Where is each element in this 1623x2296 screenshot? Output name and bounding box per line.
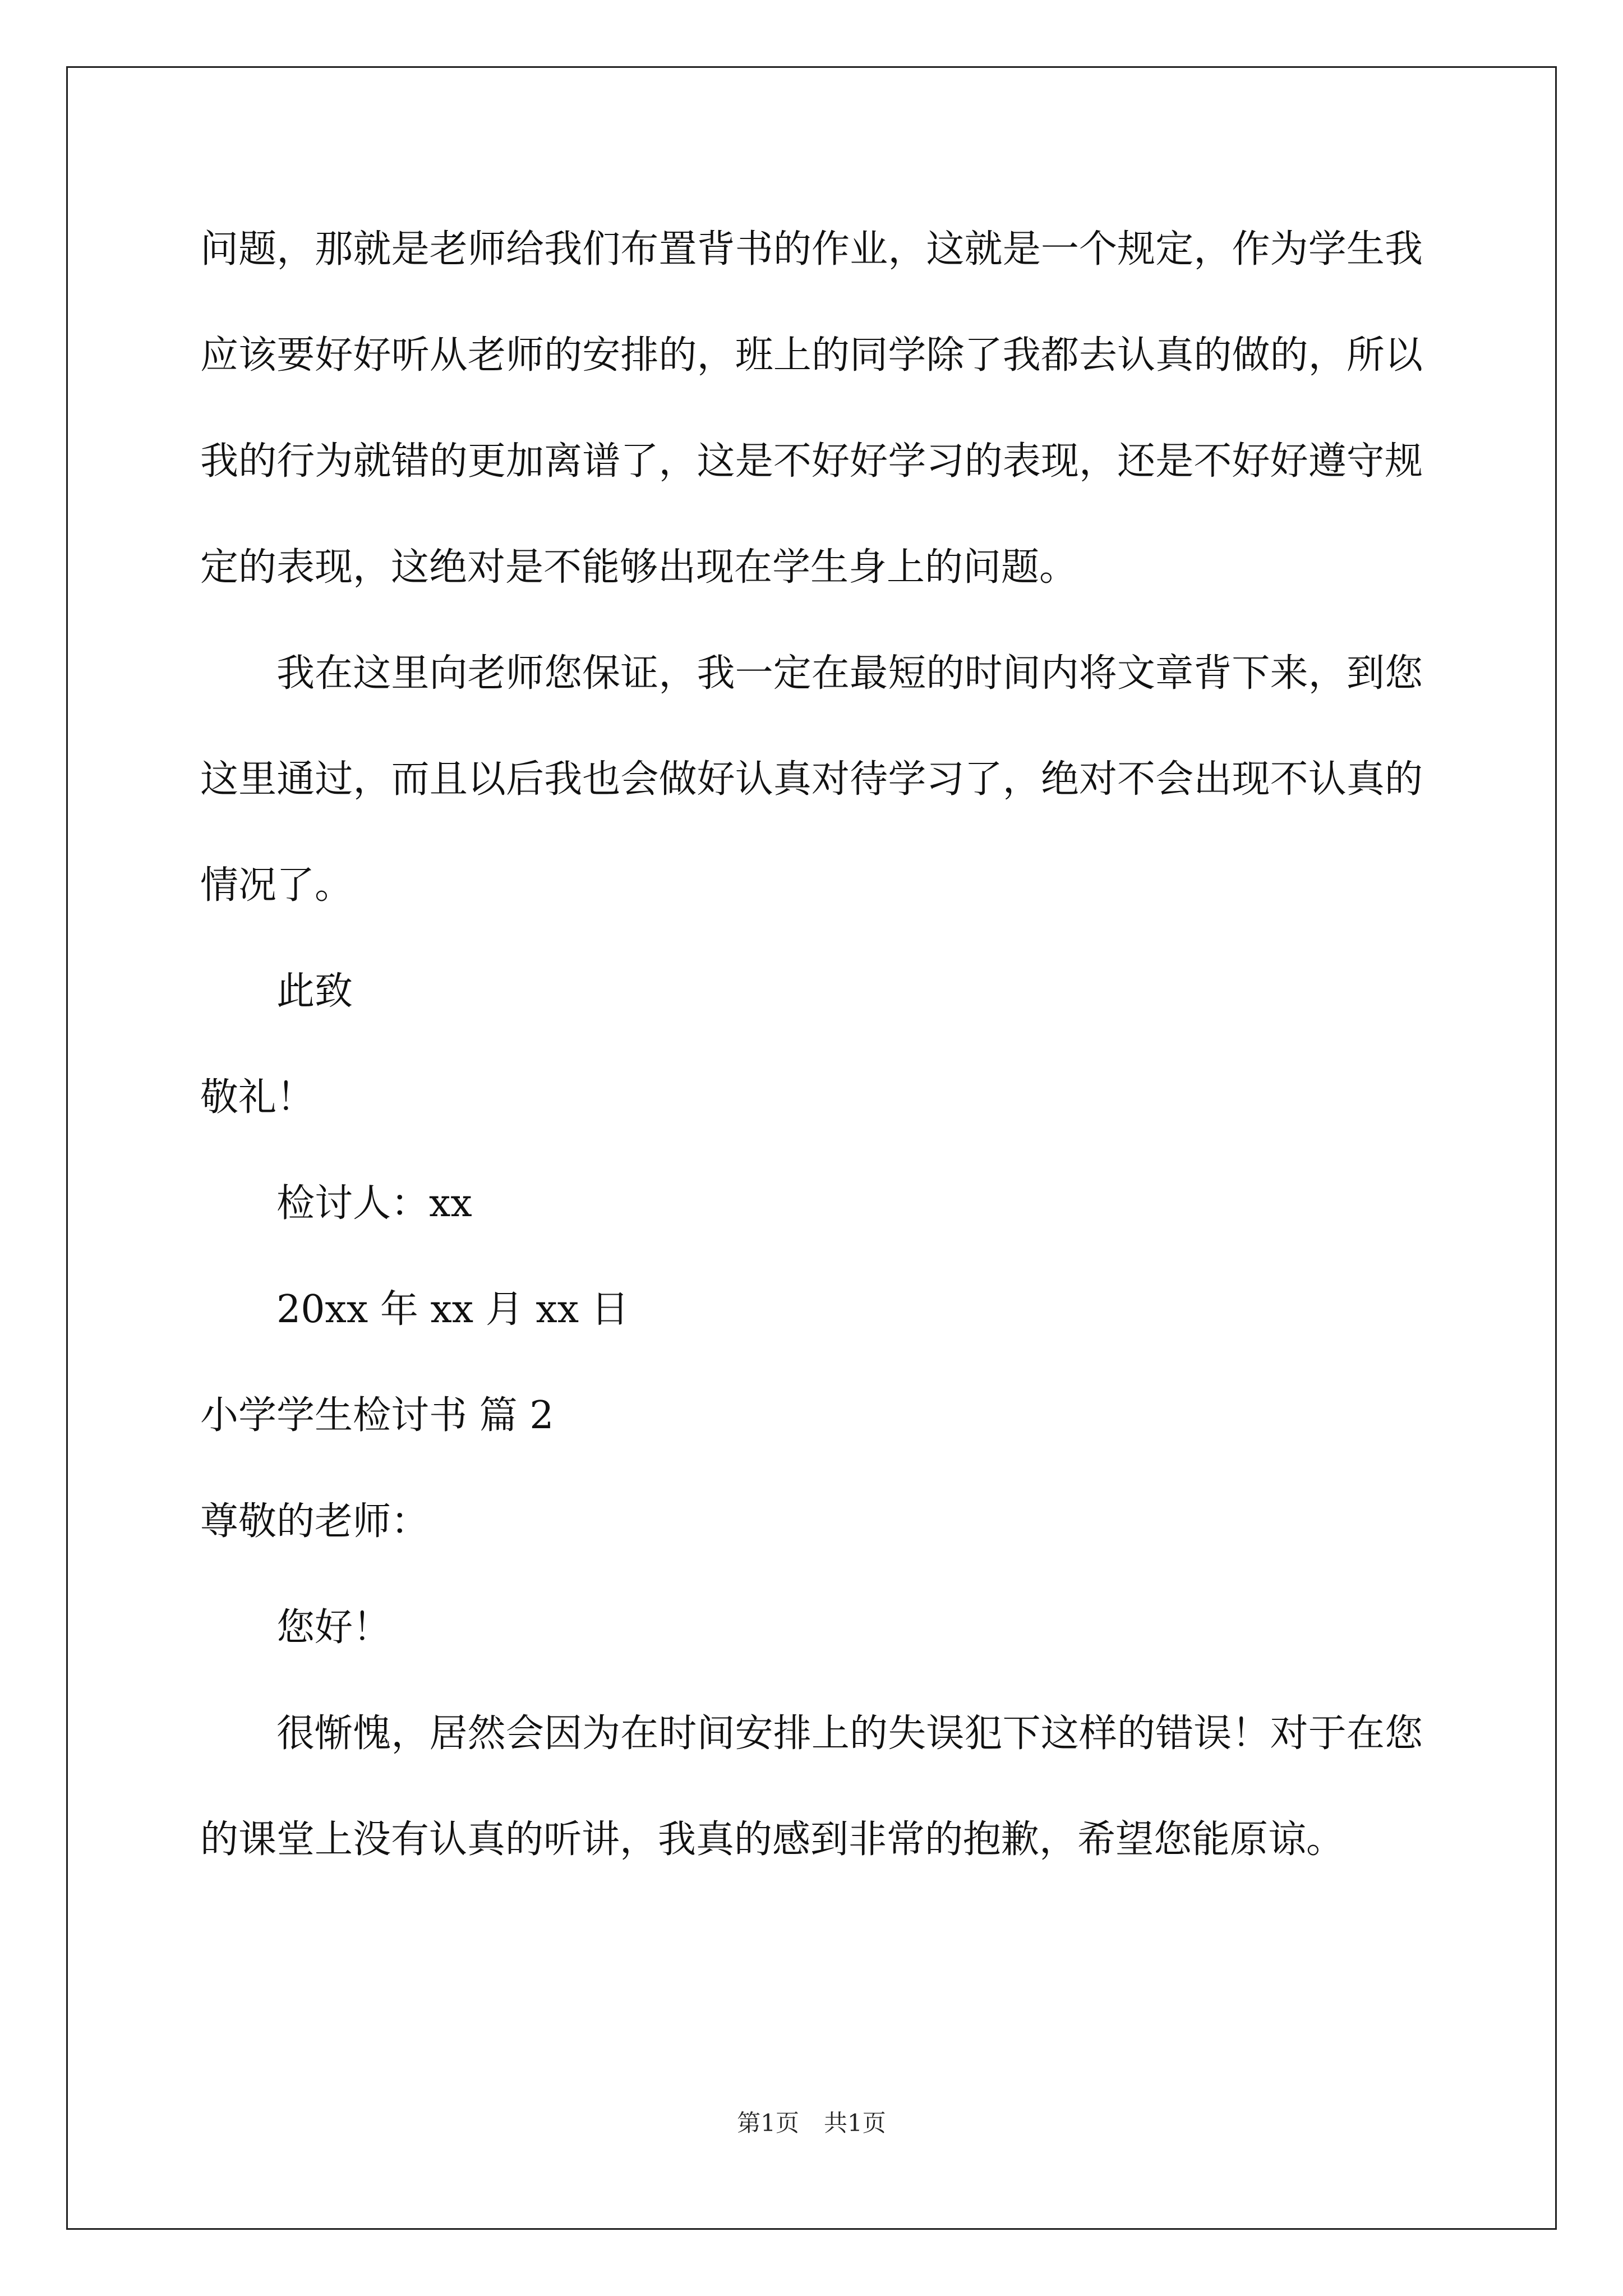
signature-author: 检讨人：xx [276,1181,472,1226]
paragraph-continued: 问题，那就是老师给我们布置背书的作业，这就是一个规定，作为学生我应该要好好听从老师的安排的，班上的同学除了我都去认真的做的，所以我的行为就错的更加离谱了，这是不好好学习的表现，还是不好好遵守规定的表现，这绝对是不能够出现在学生身上的问题。 [200,227,1423,590]
paragraph-promise: 我在这里向老师您保证，我一定在最短的时间内将文章背下来，到您这里通过，而且以后我也会做好认真对待学习了，绝对不会出现不认真的情况了。 [200,651,1423,908]
paragraph-apology: 很惭愧，居然会因为在时间安排上的失误犯下这样的错误！对于在您的课堂上没有认真的听讲，我真的感到非常的抱歉，希望您能原谅。 [200,1711,1423,1862]
section-heading: 小学学生检讨书 篇 2 [200,1393,554,1438]
page-number-current: 第1页 [737,2109,799,2137]
page-footer [0,2106,1623,2140]
letter-addressee: 尊敬的老师： [200,1499,430,1544]
closing-regards: 敬礼！ [200,1075,315,1120]
document-body [200,196,1423,1893]
closing-salutation: 此致 [276,969,353,1014]
signature-date: 20xx 年 xx 月 xx 日 [276,1287,629,1332]
letter-greeting: 您好！ [276,1605,391,1650]
page-number-total: 共1页 [824,2109,886,2137]
